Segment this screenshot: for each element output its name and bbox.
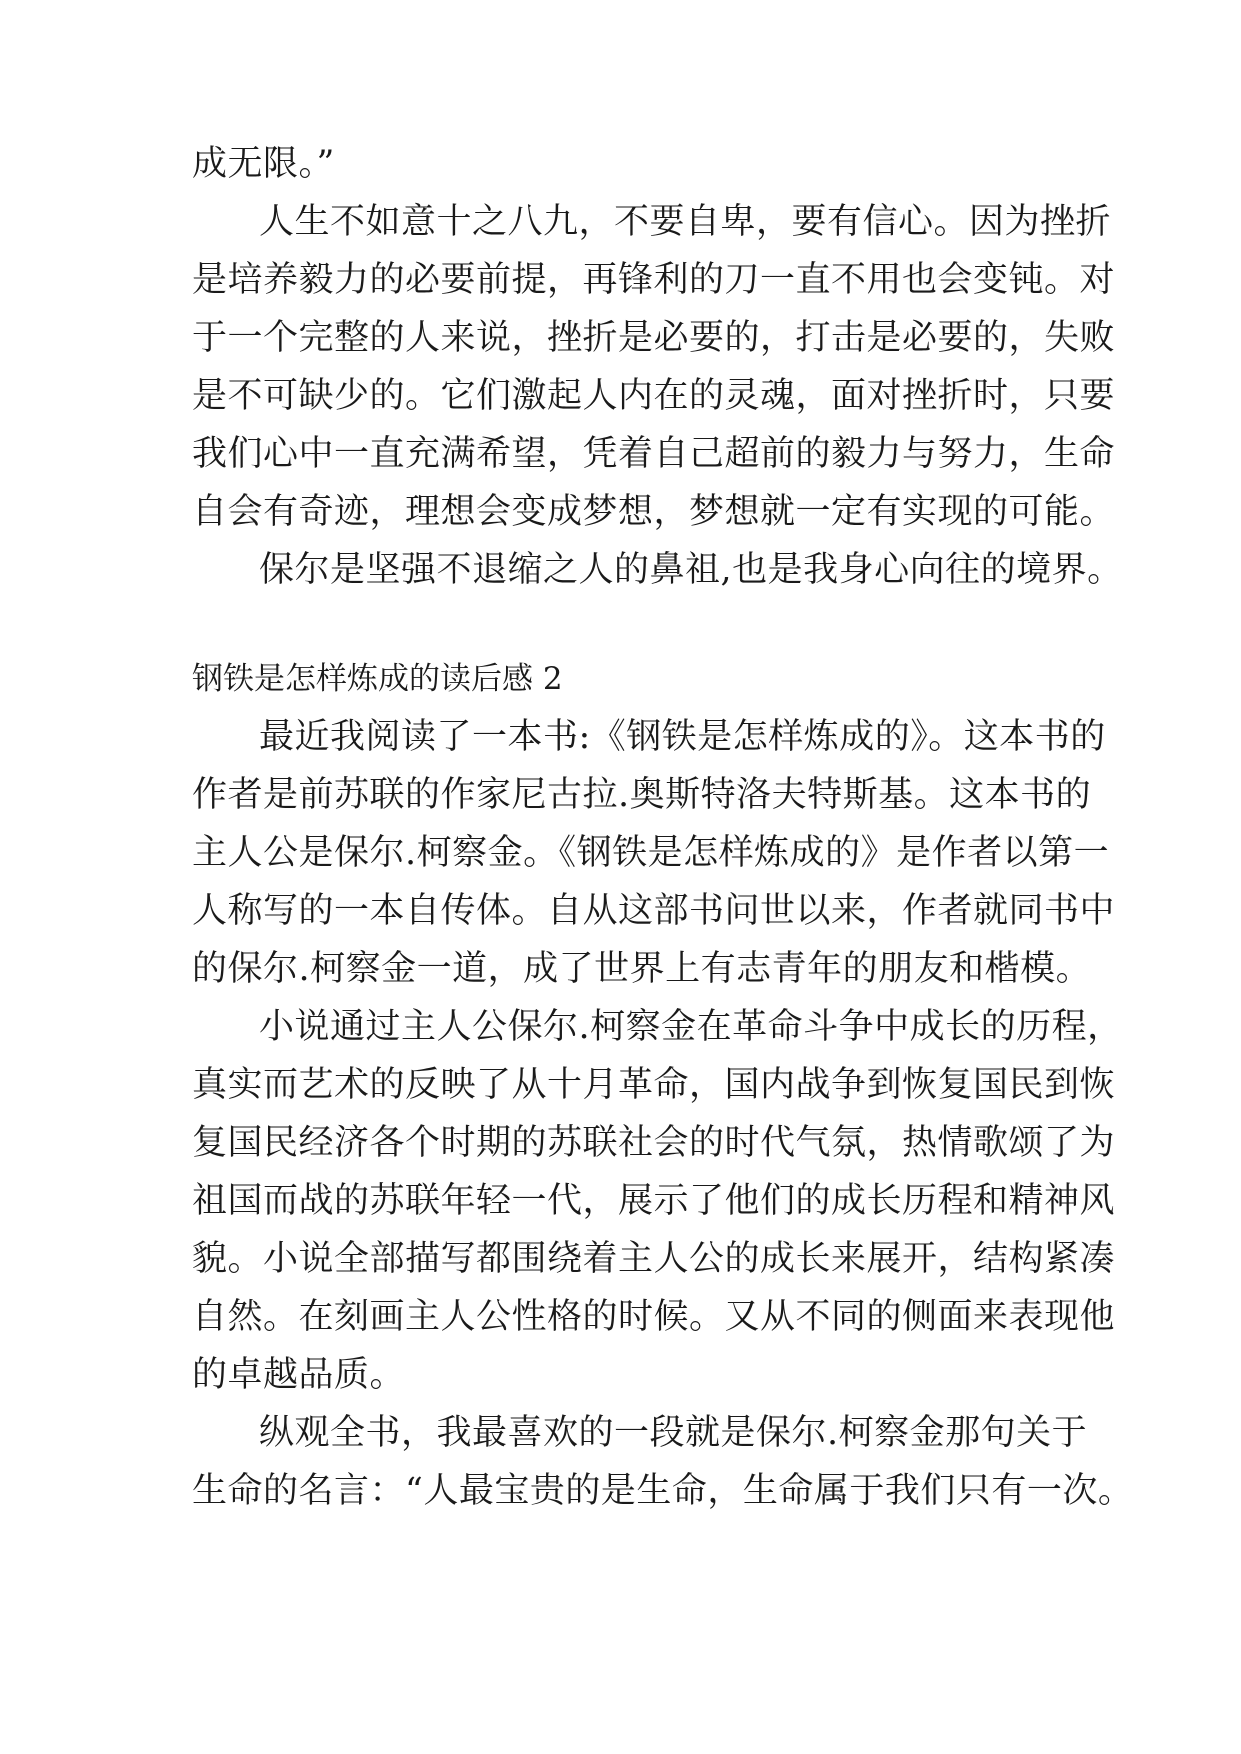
text-line: 于一个完整的人来说，挫折是必要的，打击是必要的，失败 bbox=[192, 318, 1116, 358]
text-line: 自然。在刻画主人公性格的时候。又从不同的侧面来表现他 bbox=[192, 1297, 1116, 1337]
text-line: 主人公是保尔.柯察金。《钢铁是怎样炼成的》是作者以第一 bbox=[192, 833, 1110, 873]
section-title: 钢铁是怎样炼成的读后感 2 bbox=[192, 661, 563, 697]
text-line: 貌。小说全部描写都围绕着主人公的成长来展开，结构紧凑 bbox=[192, 1239, 1116, 1279]
text-line: 人称写的一本自传体。自从这部书问世以来，作者就同书中 bbox=[192, 891, 1116, 931]
text-line: 祖国而战的苏联年轻一代，展示了他们的成长历程和精神风 bbox=[192, 1181, 1116, 1221]
text-line: 最近我阅读了一本书:《钢铁是怎样炼成的》。这本书的 bbox=[259, 717, 1106, 757]
text-line: 复国民经济各个时期的苏联社会的时代气氛，热情歌颂了为 bbox=[192, 1123, 1116, 1163]
text-line: 保尔是坚强不退缩之人的鼻祖,也是我身心向往的境界。 bbox=[259, 550, 1123, 590]
text-line: 我们心中一直充满希望，凭着自己超前的毅力与努力，生命 bbox=[192, 434, 1116, 474]
text-line: 作者是前苏联的作家尼古拉.奥斯特洛夫特斯基。这本书的 bbox=[192, 775, 1092, 815]
text-line: 纵观全书，我最喜欢的一段就是保尔.柯察金那句关于 bbox=[259, 1413, 1088, 1453]
text-line: 成无限。” bbox=[192, 144, 335, 184]
text-line: 自会有奇迹，理想会变成梦想，梦想就一定有实现的可能。 bbox=[192, 492, 1116, 532]
text-line: 的卓越品质。 bbox=[192, 1355, 406, 1395]
text-line: 人生不如意十之八九，不要自卑，要有信心。因为挫折 bbox=[259, 202, 1112, 242]
text-line: 真实而艺术的反映了从十月革命，国内战争到恢复国民到恢 bbox=[192, 1065, 1116, 1105]
text-line: 是不可缺少的。它们激起人内在的灵魂，面对挫折时，只要 bbox=[192, 376, 1116, 416]
text-line: 是培养毅力的必要前提，再锋利的刀一直不用也会变钝。对 bbox=[192, 260, 1116, 300]
text-line: 小说通过主人公保尔.柯察金在革命斗争中成长的历程， bbox=[259, 1007, 1123, 1047]
text-line: 的保尔.柯察金一道，成了世界上有志青年的朋友和楷模。 bbox=[192, 949, 1092, 989]
text-line: 生命的名言：“人最宝贵的是生命，生命属于我们只有一次。 bbox=[192, 1471, 1134, 1511]
